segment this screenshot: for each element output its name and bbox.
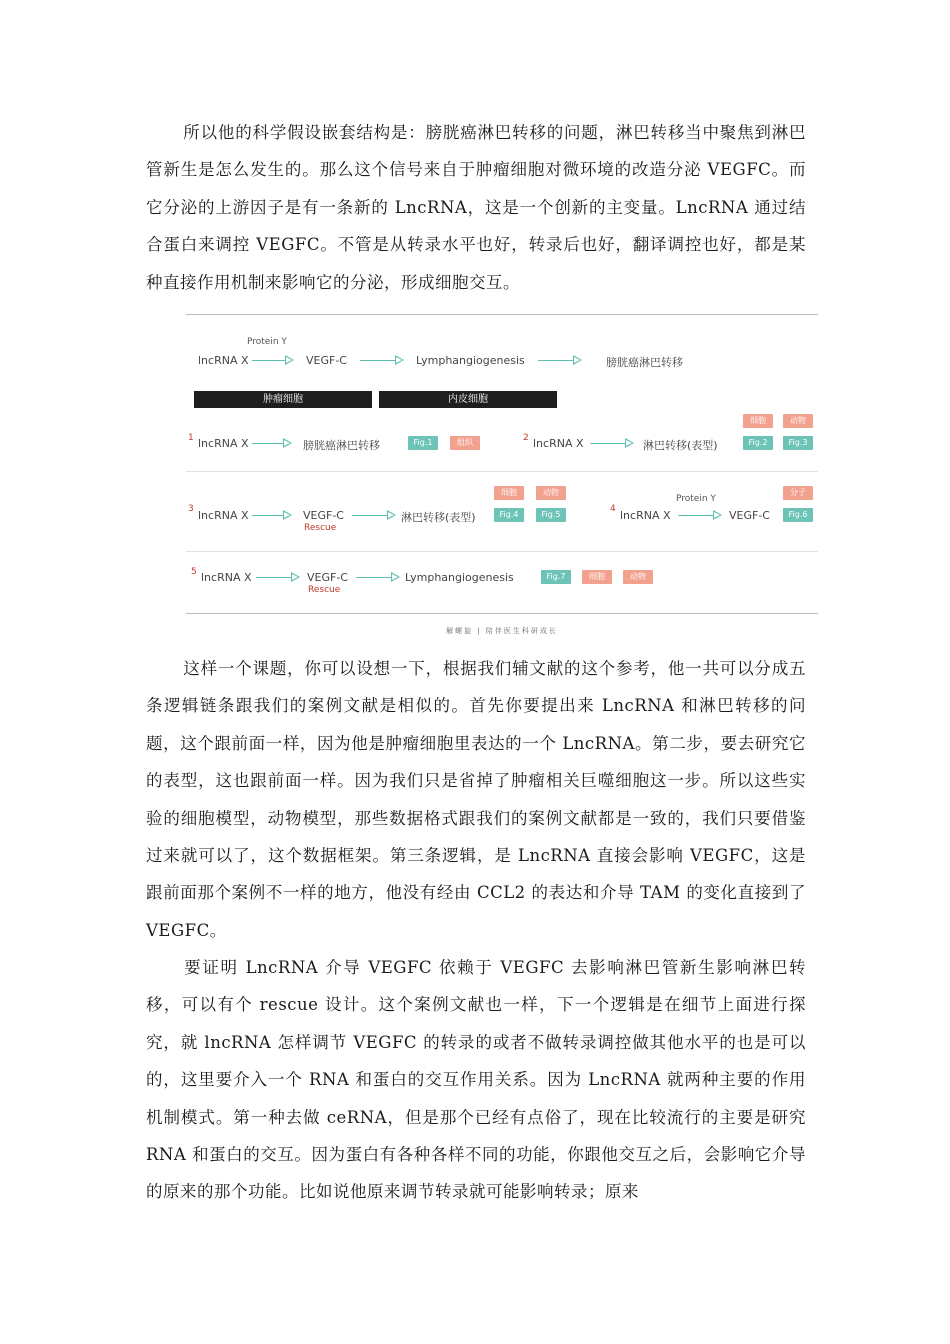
chain-5-outcome: Lymphangiogenesis [405, 571, 514, 584]
chain-number: 3 [188, 504, 194, 514]
arrow-icon [538, 355, 582, 365]
chain-5-lncrna: lncRNA X [201, 571, 252, 584]
arrow-icon [252, 438, 292, 448]
top-outcome-label: 膀胱癌淋巴转移 [606, 356, 683, 369]
chain-number: 1 [188, 433, 194, 443]
paragraph-rescue-design: 要证明 LncRNA 介导 VEGFC 依赖于 VEGFC 去影响淋巴管新生影响淋巴转移，可以有个 rescue 设计。这个案例文献也一样，下一个逻辑是在细节上面进行探究，就 lncRNA 怎样调节 VEGFC 的转录的或者不做转录调控做其他水平的也是可以的，这里要介入一个 RNA 和蛋白的交互作用关系。因为 LncRNA 就两种主要的作用机制模式。第一种去做 ceRNA，但是那个已经有点俗了，现在比较流行的主要是研究 RNA 和蛋白的交互。因为蛋白有各种各样不同的功能，你跟他交互之后，会影响它介导的原来的那个功能。比如说他原来调节转录就可能影响转录；原来 [146, 958, 806, 1202]
badge-fig5: Fig.5 [536, 508, 566, 522]
chain-number: 5 [191, 567, 197, 577]
badge-cell: 细胞 [494, 486, 524, 500]
figure-top-rule [186, 314, 818, 315]
badge-animal: 动物 [783, 414, 813, 428]
paragraph-hypothesis: 所以他的科学假设嵌套结构是：膀胱癌淋巴转移的问题，淋巴转移当中聚焦到淋巴管新生是怎么发生的。那么这个信号来自于肿瘤细胞对微环境的改造分泌 VEGFC。而它分泌的上游因子是有一条新的 LncRNA，这是一个创新的主变量。LncRNA 通过结合蛋白来调控 VEGFC。不管是从转录水平也好，转录后也好，翻译调控也好，都是某种直接作用机制来影响它的分泌，形成细胞交互。 [146, 123, 806, 292]
row-divider [186, 471, 818, 472]
badge-molecule: 分子 [783, 486, 813, 500]
row-divider [186, 551, 818, 552]
chain-3-rescue: Rescue [304, 523, 337, 533]
chain-number: 4 [610, 504, 616, 514]
chain-3-vegfc: VEGF-C [303, 509, 344, 522]
arrow-icon [252, 510, 292, 520]
badge-animal: 动物 [536, 486, 566, 500]
badge-cell: 细胞 [743, 414, 773, 428]
chain-1-outcome: 膀胱癌淋巴转移 [303, 439, 380, 452]
arrow-icon [590, 438, 634, 448]
badge-fig7: Fig.7 [541, 570, 571, 584]
badge-fig6: Fig.6 [783, 508, 813, 522]
chain-3-lncrna: lncRNA X [198, 509, 249, 522]
chain-5-rescue: Rescue [308, 585, 341, 595]
endothelial-cell-bar: 内皮细胞 [379, 391, 557, 408]
badge-animal: 动物 [623, 570, 653, 584]
arrow-icon [360, 355, 404, 365]
badge-fig3: Fig.3 [783, 436, 813, 450]
badge-fig1: Fig.1 [408, 436, 438, 450]
badge-cell: 细胞 [582, 570, 612, 584]
arrow-icon [252, 355, 294, 365]
chain-2-lncrna: lncRNA X [533, 437, 584, 450]
logic-chain-figure [186, 314, 818, 642]
chain-4-vegfc: VEGF-C [729, 509, 770, 522]
arrow-icon [356, 572, 400, 582]
chain-3-outcome: 淋巴转移(表型) [401, 511, 476, 524]
chain-number: 2 [523, 433, 529, 443]
top-vegfc-label: VEGF-C [306, 354, 347, 367]
arrow-icon [256, 572, 300, 582]
badge-fig4: Fig.4 [494, 508, 524, 522]
chain-2-outcome: 淋巴转移(表型) [643, 439, 718, 452]
figure-bottom-rule [186, 613, 818, 614]
top-lncrna-label: lncRNA X [198, 354, 249, 367]
badge-tissue: 组织 [450, 436, 480, 450]
chain-1-lncrna: lncRNA X [198, 437, 249, 450]
chain-5-vegfc: VEGF-C [307, 571, 348, 584]
chain-4-lncrna: lncRNA X [620, 509, 671, 522]
arrow-icon [352, 510, 396, 520]
tumor-cell-bar: 肿瘤细胞 [194, 391, 372, 408]
paragraph-logic-chains: 这样一个课题，你可以设想一下，根据我们辅文献的这个参考，他一共可以分成五条逻辑链条跟我们的案例文献是相似的。首先你要提出来 LncRNA 和淋巴转移的问题，这个跟前面一样，因为他是肿瘤细胞里表达的一个 LncRNA。第二步，要去研究它的表型，这也跟前面一样。因为我们只是省掉了肿瘤相关巨噬细胞这一步。所以这些实验的细胞模型，动物模型，那些数据格式跟我们的案例文献都是一致的，我们只要借鉴过来就可以了，这个数据框架。第三条逻辑，是 LncRNA 直接会影响 VEGFC，这是跟前面那个案例不一样的地方，他没有经由 CCL2 的表达和介导 TAM 的变化直接到了 VEGFC。 [146, 659, 806, 940]
top-protein-label: Protein Y [247, 337, 287, 347]
arrow-icon [678, 510, 722, 520]
chain-4-protein: Protein Y [676, 494, 716, 504]
badge-fig2: Fig.2 [743, 436, 773, 450]
figure-credit: 解螺旋 | 陪伴医生科研成长 [446, 627, 558, 635]
top-lymphangiogenesis-label: Lymphangiogenesis [416, 354, 525, 367]
